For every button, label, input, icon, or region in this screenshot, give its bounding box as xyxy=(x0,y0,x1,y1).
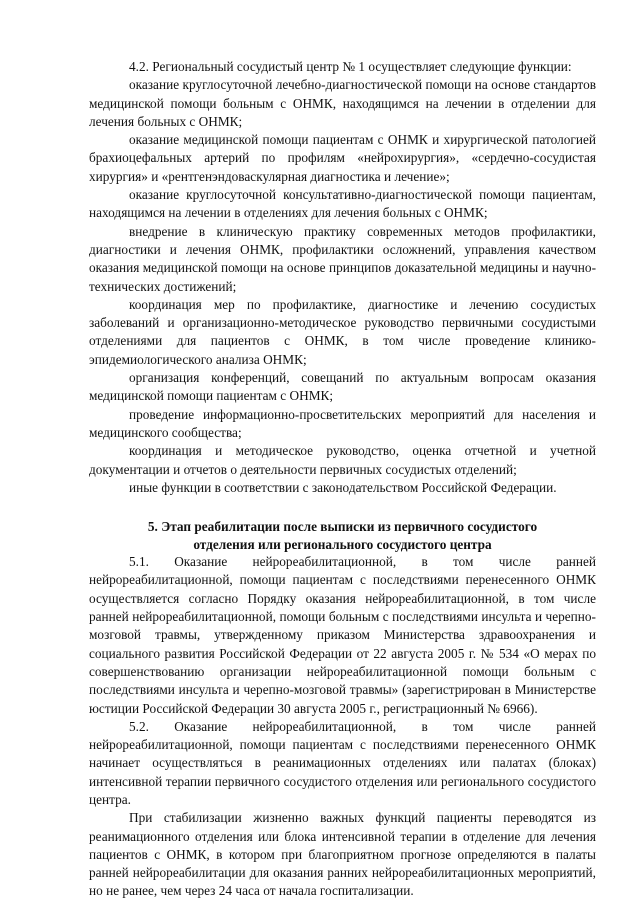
stabilization-paragraph: При стабилизации жизненно важных функций пациенты переводятся из реанимационного отделения или блока интенсивной терапии в отделение для лечения пациентов с ОНМК, в котором при благоприятном прогнозе определяются в палаты ранней нейрореабилитации для оказания ранних нейрореабилитационных мероприятий, но не ранее, чем через 24 часа от начала госпитализации. xyxy=(89,810,596,899)
function-item: проведение информационно-просветительских мероприятий для населения и медицинского сообщества; xyxy=(89,406,596,440)
document-page xyxy=(89,58,596,901)
section-4-2-intro: 4.2. Региональный сосудистый центр № 1 осуществляет следующие функции: xyxy=(129,59,572,74)
function-item: оказание круглосуточной консультативно-диагностической помощи пациентам, находящимся на лечении в отделениях для лечения больных с ОНМК; xyxy=(89,187,596,221)
function-item: координация и методическое руководство, оценка отчетной и учетной документации и отчетов о деятельности первичных сосудистых отделений; xyxy=(89,443,596,477)
section-5-heading-line-1: 5. Этап реабилитации после выписки из первичного сосудистого xyxy=(147,519,538,535)
function-item: оказание медицинской помощи пациентам с ОНМК и хирургической патологией брахиоцефальных артерий по профилям «нейрохирургия», «сердечно-сосудистая хирургия» и «рентгенэндоваскулярная диагностика и лечение»; xyxy=(89,132,596,184)
section-5-1-paragraph: 5.1. Оказание нейрореабилитационной, в том числе ранней нейрореабилитационной, помощи пациентам с последствиями перенесенного ОНМК осуществляется согласно Порядку оказания нейрореабилитационной, в том числе ранней нейрореабилитационной, помощи больным с последствиями инсульта и черепно-мозговой травмы, утвержденному приказом Министерства здравоохранения и социального развития Российской Федерации от 22 августа 2005 г. № 534 «О мерах по совершенствованию организации нейрореабилитационной помощи больным с последствиями инсульта и черепно-мозговой травмы» (зарегистрирован в Министерстве юстиции Российской Федерации 30 августа 2005 г., регистрационный № 6966). xyxy=(89,554,596,716)
function-item: внедрение в клиническую практику современных методов профилактики, диагностики и лечения ОНМК, профилактики осложнений, управления качеством оказания медицинской помощи на основе принципов доказательной медицины и научно-технических достижений; xyxy=(89,223,596,294)
section-5-heading xyxy=(89,518,596,553)
function-item: координация мер по профилактике, диагностике и лечению сосудистых заболеваний и организационно-методическое руководство первичными сосудистыми отделениями для пациентов с ОНМК, в том числе проведение клинико-эпидемиологического анализа ОНМК; xyxy=(89,296,596,367)
section-5-heading-line-2: отделения или регионального сосудистого центра xyxy=(193,536,492,552)
section-5-2-paragraph: 5.2. Оказание нейрореабилитационной, в том числе ранней нейрореабилитационной, помощи пациентам с последствиями перенесенного ОНМК начинает осуществляться в реанимационных отделениях или палатах (блоках) интенсивной терапии первичного сосудистого отделения или регионального сосудистого центра. xyxy=(89,718,596,807)
function-item: оказание круглосуточной лечебно-диагностической помощи на основе стандартов медицинской помощи больным с ОНМК, находящимся на лечении в отделении для лечения больных с ОНМК; xyxy=(89,77,596,129)
function-item: иные функции в соответствии с законодательством Российской Федерации. xyxy=(129,479,557,495)
function-item: организация конференций, совещаний по актуальным вопросам оказания медицинской помощи пациентам с ОНМК; xyxy=(89,370,596,404)
